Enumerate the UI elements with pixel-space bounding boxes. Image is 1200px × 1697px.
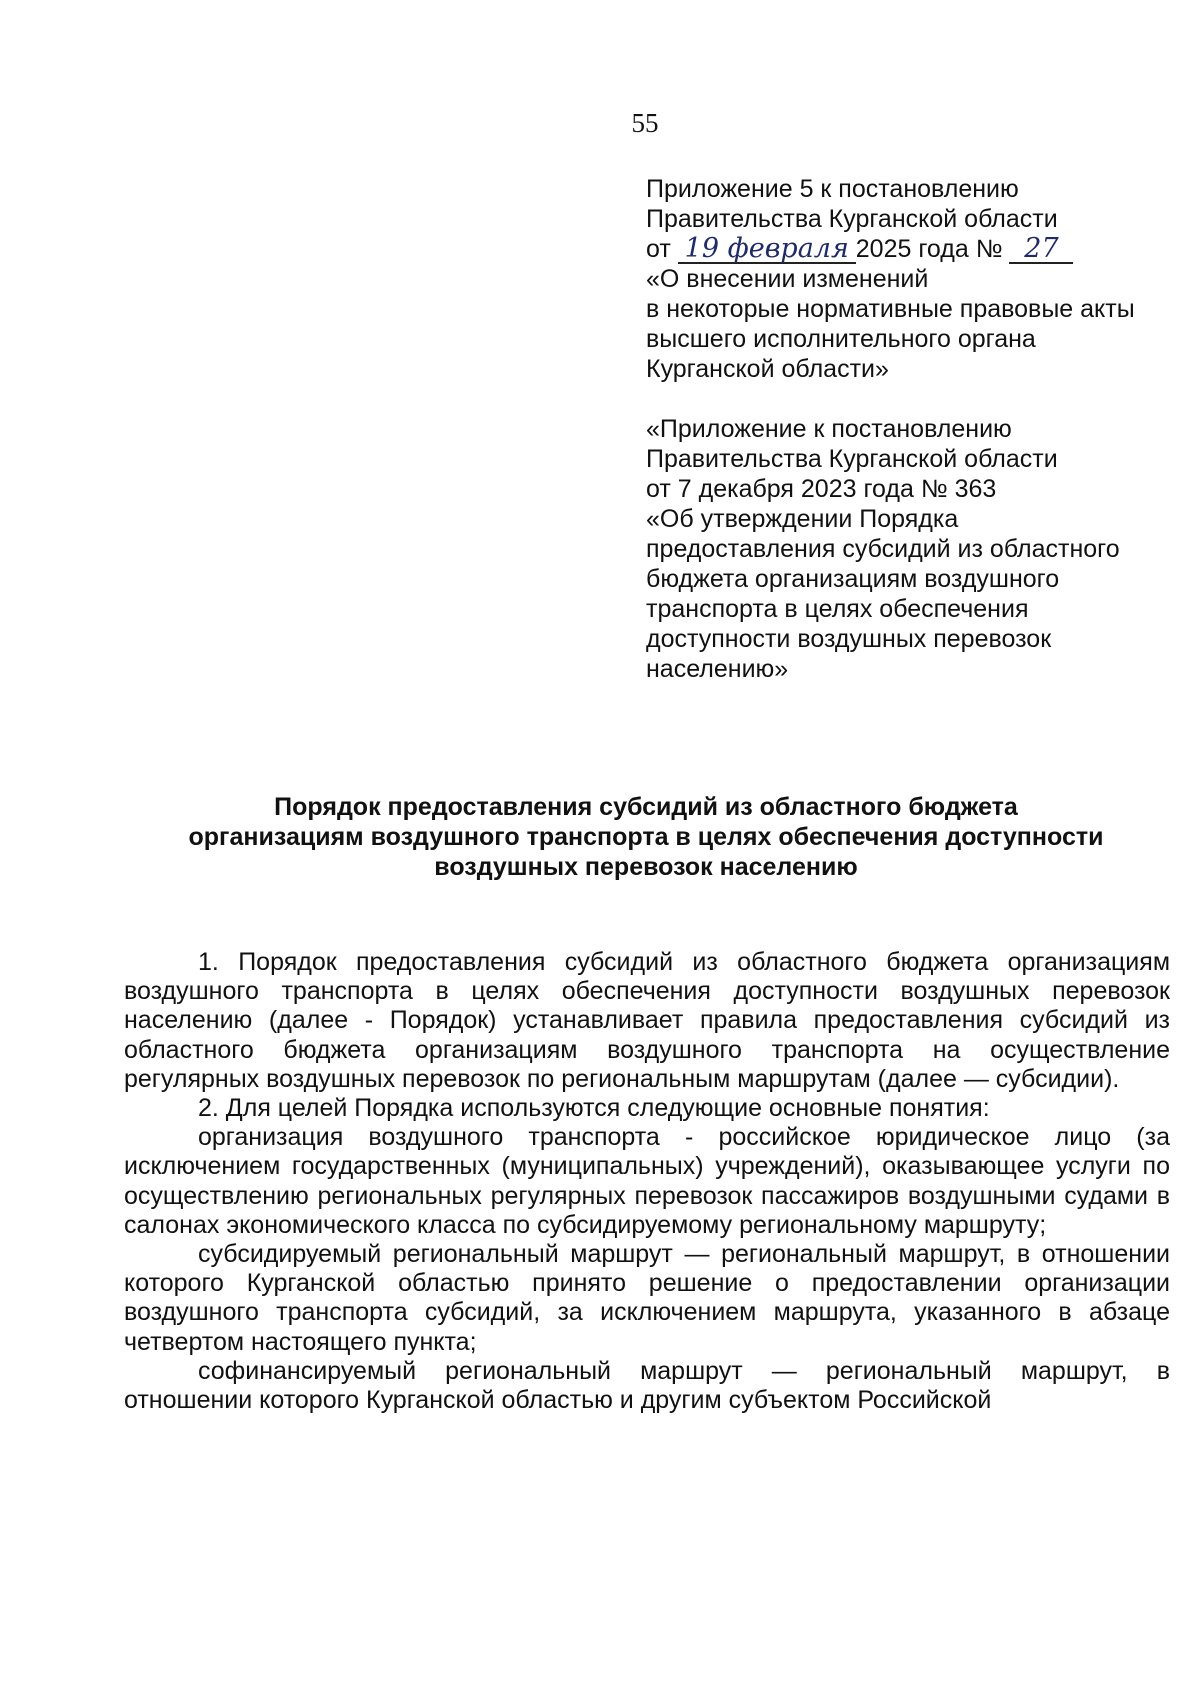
header-line: Правительства Курганской области [646, 205, 1058, 233]
header-line: Правительства Курганской области [646, 445, 1058, 473]
appendix-header [646, 174, 1166, 684]
header-line: бюджета организациям воздушного [646, 565, 1060, 593]
paragraph: софинансируемый региональный маршрут — региональный маршрут, в отношении которого Курганской областью и другим субъектом Российской [124, 1356, 1170, 1415]
header-line: транспорта в целях обеспечения [646, 595, 1029, 623]
header-date-line [646, 234, 1166, 264]
header-line: населению» [646, 655, 789, 683]
header-line: «О внесении изменений [646, 265, 929, 293]
header-line: в некоторые нормативные правовые акты [646, 295, 1135, 323]
title-line: воздушных перевозок населению [434, 853, 858, 881]
header-line: Курганской области» [646, 355, 889, 383]
title-line: организациям воздушного транспорта в целях обеспечения доступности [188, 823, 1104, 851]
header-line: «Об утверждении Порядка [646, 505, 959, 533]
document-body [124, 948, 1170, 1415]
handwritten-number: 27 [1009, 236, 1073, 264]
handwritten-date: 19 февраля [678, 236, 856, 264]
date-suffix: 2025 года № [855, 235, 1003, 263]
header-line: «Приложение к постановлению [646, 415, 1012, 443]
title-line: Порядок предоставления субсидий из областного бюджета [274, 793, 1018, 821]
header-line: предоставления субсидий из областного [646, 535, 1120, 563]
page-number: 55 [631, 108, 659, 138]
date-prefix: от [646, 235, 671, 263]
header-line: высшего исполнительного органа [646, 325, 1036, 353]
header-line: Приложение 5 к постановлению [646, 175, 1019, 203]
paragraph: организация воздушного транспорта - российское юридическое лицо (за исключением государственных (муниципальных) учреждений), оказывающее услуги по осуществлению региональных регулярных перевозок пассажиров воздушными судами в салонах экономического класса по субсидируемому региональному маршруту; [124, 1123, 1170, 1239]
document-title [120, 792, 1172, 882]
paragraph: 1. Порядок предоставления субсидий из областного бюджета организациям воздушного транспорта в целях обеспечения доступности воздушных перевозок населению (далее - Порядок) устанавливает правила предоставления субсидий из областного бюджета организациям воздушного транспорта на осуществление регулярных воздушных перевозок по региональным маршрутам (далее — субсидии). [124, 948, 1170, 1093]
header-line: доступности воздушных перевозок [646, 625, 1052, 653]
header-line: от 7 декабря 2023 года № 363 [646, 475, 997, 503]
header-spacer [646, 384, 1166, 414]
paragraph: субсидируемый региональный маршрут — региональный маршрут, в отношении которого Курганской областью принято решение о предоставлении организации воздушного транспорта субсидий, за исключением маршрута, указанного в абзаце четвертом настоящего пункта; [124, 1240, 1170, 1356]
paragraph: 2. Для целей Порядка используются следующие основные понятия: [198, 1094, 990, 1123]
